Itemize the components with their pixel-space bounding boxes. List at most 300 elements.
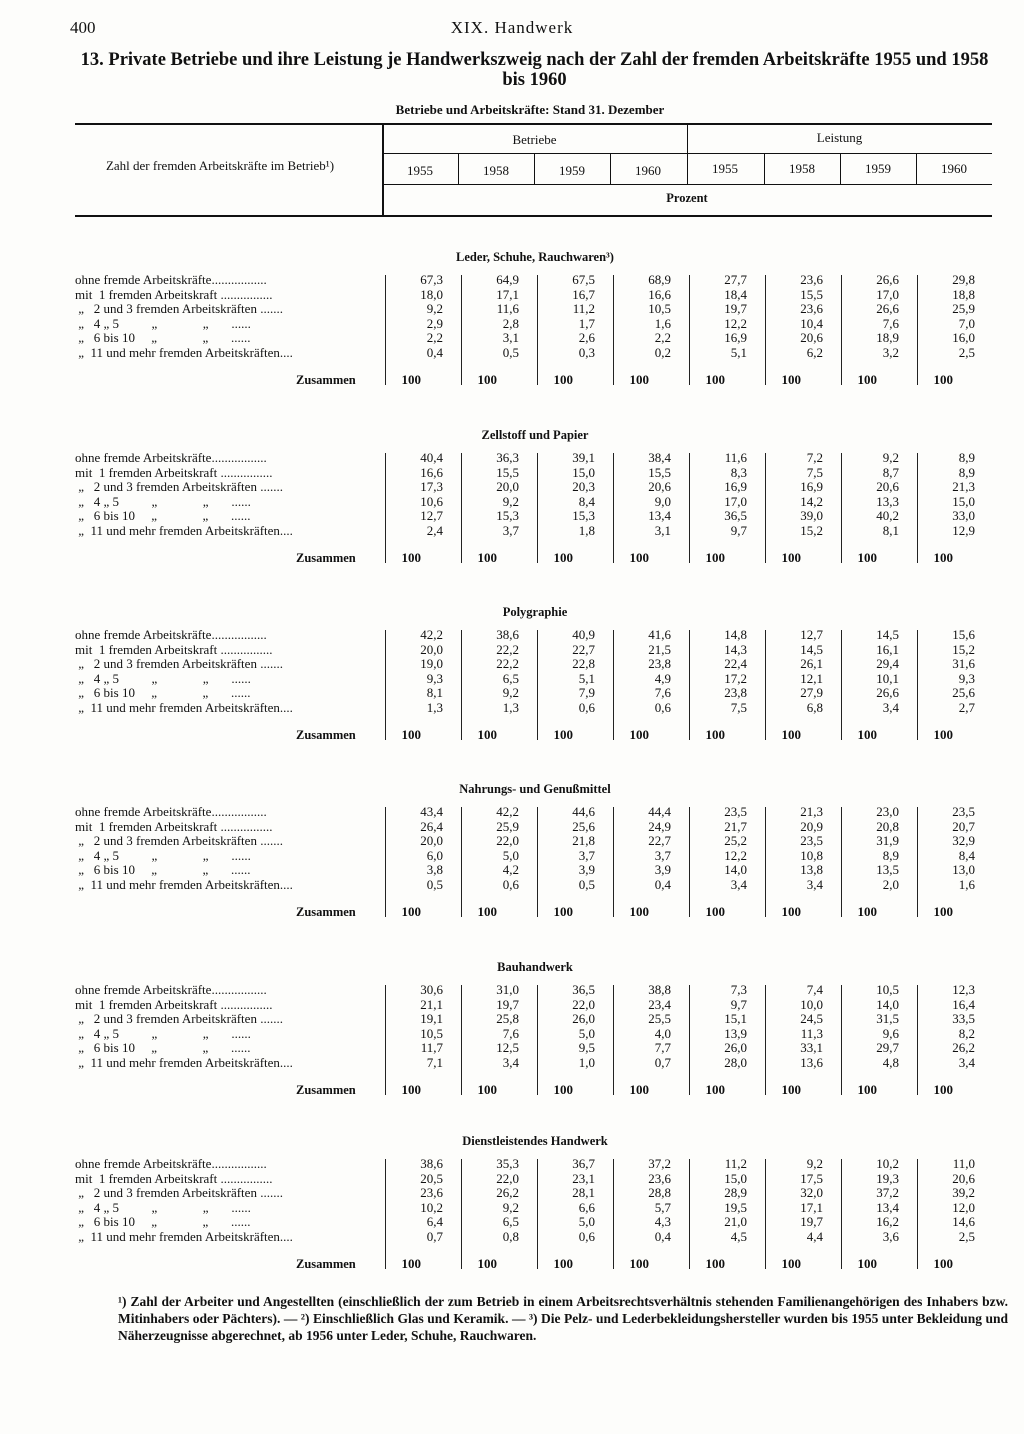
row-label: ohne fremde Arbeitskräfte................. xyxy=(75,804,267,819)
column-rule xyxy=(385,807,386,917)
table-cell: 3,4 xyxy=(806,876,823,892)
table-cell: 13,4 xyxy=(876,1199,899,1215)
table-cell: 23,8 xyxy=(724,685,747,700)
table-cell: 16,0 xyxy=(952,330,975,345)
table-cell: 10,1 xyxy=(876,670,899,686)
table-cell: 36,5 xyxy=(724,508,747,523)
table-cell: 1,8 xyxy=(578,522,595,538)
total-cell: 100 xyxy=(857,1256,877,1271)
group-header-betriebe: Betriebe xyxy=(512,132,557,147)
table-cell: 1,6 xyxy=(654,315,671,331)
total-label: Zusammen xyxy=(296,551,356,565)
table-cell: 3,7 xyxy=(578,847,595,863)
table-cell: 3,4 xyxy=(882,699,899,715)
row-label: „ 4 „ 5 „ „ ...... xyxy=(75,670,251,686)
table-cell: 0,6 xyxy=(578,1228,595,1244)
unit-header: Prozent xyxy=(666,191,708,205)
column-rule xyxy=(461,453,462,563)
table-cell: 16,6 xyxy=(648,286,671,302)
year-header: 1958 xyxy=(483,163,509,178)
column-rule xyxy=(765,630,766,740)
table-cell: 20,6 xyxy=(648,479,671,494)
table-cell: 8,4 xyxy=(958,847,975,863)
table-cell: 6,5 xyxy=(502,1214,519,1229)
table-cell: 14,3 xyxy=(724,641,747,657)
column-rule xyxy=(841,453,842,563)
total-row xyxy=(0,1257,1024,1271)
total-row xyxy=(0,1083,1024,1097)
column-rule xyxy=(385,1159,386,1269)
total-cell: 100 xyxy=(933,372,953,387)
total-cell: 100 xyxy=(933,727,953,742)
row-label: „ 6 bis 10 „ „ ...... xyxy=(75,330,251,345)
table-cell: 12,9 xyxy=(952,522,975,538)
table-row xyxy=(0,643,1024,657)
table-cell: 6,4 xyxy=(426,1214,443,1229)
table-cell: 14,8 xyxy=(724,627,747,642)
row-label: ohne fremde Arbeitskräfte................. xyxy=(75,1156,267,1171)
chapter-heading: XIX. Handwerk xyxy=(450,18,574,37)
table-cell: 9,7 xyxy=(730,522,747,538)
table-cell: 7,6 xyxy=(882,315,899,331)
table-cell: 4,0 xyxy=(654,1025,671,1041)
table-cell: 6,8 xyxy=(806,699,823,715)
table-cell: 26,6 xyxy=(876,301,899,316)
table-cell: 1,3 xyxy=(426,699,443,715)
table-cell: 19,1 xyxy=(420,1011,443,1026)
table-cell: 3,4 xyxy=(958,1054,975,1070)
table-cell: 12,2 xyxy=(724,315,747,331)
table-cell: 20,6 xyxy=(952,1170,975,1186)
row-label: mit 1 fremden Arbeitskraft ................ xyxy=(75,996,273,1012)
table-cell: 19,0 xyxy=(420,656,443,671)
table-cell: 26,2 xyxy=(952,1040,975,1055)
table-cell: 21,7 xyxy=(724,818,747,834)
table-cell: 19,7 xyxy=(724,301,747,316)
table-cell: 26,6 xyxy=(876,685,899,700)
table-cell: 33,5 xyxy=(952,1011,975,1026)
table-cell: 24,9 xyxy=(648,818,671,834)
table-cell: 11,6 xyxy=(724,450,747,465)
section-title: Bauhandwerk xyxy=(497,960,573,974)
table-cell: 8,2 xyxy=(958,1025,975,1041)
table-cell: 17,0 xyxy=(876,286,899,302)
table-cell: 2,2 xyxy=(426,330,443,345)
table-cell: 10,8 xyxy=(800,847,823,863)
table-row xyxy=(0,657,1024,671)
column-rule xyxy=(917,453,918,563)
column-rule xyxy=(461,985,462,1095)
table-cell: 9,6 xyxy=(882,1025,899,1041)
table-row xyxy=(0,998,1024,1012)
table-cell: 33,1 xyxy=(800,1040,823,1055)
table-cell: 27,7 xyxy=(724,272,747,287)
table-header xyxy=(75,123,992,215)
table-cell: 31,9 xyxy=(876,833,899,848)
table-cell: 23,6 xyxy=(648,1170,671,1186)
table-row xyxy=(0,849,1024,863)
table-cell: 5,0 xyxy=(578,1214,595,1229)
table-cell: 43,4 xyxy=(420,804,443,819)
table-cell: 35,3 xyxy=(496,1156,519,1171)
table-cell: 19,3 xyxy=(876,1170,899,1186)
table-cell: 12,7 xyxy=(800,627,823,642)
table-row xyxy=(0,346,1024,360)
column-rule xyxy=(917,630,918,740)
table-cell: 3,6 xyxy=(882,1228,899,1244)
table-cell: 0,4 xyxy=(654,1228,671,1244)
table-cell: 22,0 xyxy=(496,1170,519,1186)
row-label: „ 6 bis 10 „ „ ...... xyxy=(75,685,251,700)
table-cell: 17,5 xyxy=(800,1170,823,1186)
header-bottom-rule xyxy=(75,215,992,217)
table-cell: 32,0 xyxy=(800,1185,823,1200)
row-label: „ 2 und 3 fremden Arbeitskräften ....... xyxy=(75,833,283,848)
table-cell: 13,8 xyxy=(800,862,823,877)
total-cell: 100 xyxy=(477,1082,497,1097)
column-rule xyxy=(841,1159,842,1269)
table-cell: 3,8 xyxy=(426,862,443,877)
total-cell: 100 xyxy=(933,1082,953,1097)
table-cell: 25,9 xyxy=(496,818,519,834)
table-cell: 7,5 xyxy=(730,699,747,715)
table-cell: 0,5 xyxy=(426,876,443,892)
section-title: Dienstleistendes Handwerk xyxy=(462,1134,608,1148)
total-cell: 100 xyxy=(629,904,649,919)
table-cell: 19,7 xyxy=(496,996,519,1012)
total-cell: 100 xyxy=(553,372,573,387)
table-cell: 11,2 xyxy=(724,1156,747,1171)
table-cell: 13,9 xyxy=(724,1025,747,1041)
column-rule xyxy=(841,807,842,917)
table-cell: 18,9 xyxy=(876,330,899,345)
table-cell: 67,3 xyxy=(420,272,443,287)
table-row xyxy=(0,480,1024,494)
table-cell: 31,6 xyxy=(952,656,975,671)
row-label: „ 11 und mehr fremden Arbeitskräften.... xyxy=(75,522,293,538)
column-rule xyxy=(689,275,690,385)
table-cell: 32,9 xyxy=(952,833,975,848)
table-cell: 26,2 xyxy=(496,1185,519,1200)
table-cell: 23,6 xyxy=(420,1185,443,1200)
table-cell: 12,0 xyxy=(952,1199,975,1215)
table-cell: 23,8 xyxy=(648,656,671,671)
total-cell: 100 xyxy=(705,1082,725,1097)
column-rule xyxy=(689,453,690,563)
table-cell: 12,7 xyxy=(420,508,443,523)
table-cell: 13,3 xyxy=(876,493,899,509)
table-cell: 20,0 xyxy=(420,833,443,848)
table-cell: 15,0 xyxy=(572,464,595,480)
total-cell: 100 xyxy=(401,1082,421,1097)
table-cell: 38,4 xyxy=(648,450,671,465)
section-title: Nahrungs- und Genußmittel xyxy=(459,782,611,796)
group-header-leistung: Leistung xyxy=(816,130,863,145)
table-cell: 23,6 xyxy=(800,301,823,316)
table-cell: 44,6 xyxy=(572,804,595,819)
table-cell: 67,5 xyxy=(572,272,595,287)
column-rule xyxy=(613,453,614,563)
table-cell: 20,0 xyxy=(496,479,519,494)
table-cell: 5,0 xyxy=(502,847,519,863)
table-cell: 9,2 xyxy=(806,1156,823,1171)
table-row xyxy=(0,1230,1024,1244)
total-cell: 100 xyxy=(477,727,497,742)
column-rule xyxy=(385,985,386,1095)
total-cell: 100 xyxy=(857,550,877,565)
total-cell: 100 xyxy=(781,727,801,742)
total-cell: 100 xyxy=(477,372,497,387)
table-cell: 22,8 xyxy=(572,656,595,671)
table-row xyxy=(0,509,1024,523)
year-header: 1955 xyxy=(712,161,738,176)
table-cell: 25,2 xyxy=(724,833,747,848)
table-cell: 27,9 xyxy=(800,685,823,700)
table-cell: 9,5 xyxy=(578,1040,595,1055)
table-cell: 44,4 xyxy=(648,804,671,819)
table-cell: 14,6 xyxy=(952,1214,975,1229)
table-cell: 2,5 xyxy=(958,344,975,360)
column-rule xyxy=(765,453,766,563)
row-label: „ 4 „ 5 „ „ ...... xyxy=(75,493,251,509)
table-cell: 42,2 xyxy=(420,627,443,642)
table-cell: 22,0 xyxy=(572,996,595,1012)
row-label: „ 4 „ 5 „ „ ...... xyxy=(75,847,251,863)
table-cell: 38,8 xyxy=(648,982,671,997)
total-cell: 100 xyxy=(401,372,421,387)
table-cell: 7,3 xyxy=(730,982,747,997)
table-cell: 7,0 xyxy=(958,315,975,331)
table-cell: 13,6 xyxy=(800,1054,823,1070)
column-rule xyxy=(613,630,614,740)
total-cell: 100 xyxy=(857,372,877,387)
total-label: Zusammen xyxy=(296,1083,356,1097)
table-cell: 30,6 xyxy=(420,982,443,997)
table-cell: 15,0 xyxy=(952,493,975,509)
total-cell: 100 xyxy=(477,550,497,565)
total-cell: 100 xyxy=(933,1256,953,1271)
table-cell: 3,7 xyxy=(654,847,671,863)
table-cell: 3,9 xyxy=(654,862,671,877)
total-cell: 100 xyxy=(705,1256,725,1271)
table-cell: 21,5 xyxy=(648,641,671,657)
table-cell: 4,2 xyxy=(502,862,519,877)
table-cell: 9,2 xyxy=(502,493,519,509)
total-cell: 100 xyxy=(629,1256,649,1271)
table-cell: 5,1 xyxy=(730,344,747,360)
table-cell: 2,9 xyxy=(426,315,443,331)
table-cell: 8,9 xyxy=(958,450,975,465)
table-cell: 23,5 xyxy=(952,804,975,819)
total-cell: 100 xyxy=(553,550,573,565)
table-cell: 15,2 xyxy=(952,641,975,657)
total-cell: 100 xyxy=(781,1082,801,1097)
table-cell: 0,7 xyxy=(654,1054,671,1070)
column-rule xyxy=(917,1159,918,1269)
table-cell: 8,9 xyxy=(882,847,899,863)
table-cell: 26,0 xyxy=(572,1011,595,1026)
column-rule xyxy=(537,630,538,740)
column-rule xyxy=(613,985,614,1095)
table-cell: 11,6 xyxy=(496,301,519,316)
total-cell: 100 xyxy=(629,727,649,742)
year-header: 1955 xyxy=(407,163,433,178)
table-cell: 36,5 xyxy=(572,982,595,997)
table-cell: 28,8 xyxy=(648,1185,671,1200)
table-row xyxy=(0,983,1024,997)
column-rule xyxy=(537,275,538,385)
column-rule xyxy=(917,985,918,1095)
table-cell: 0,4 xyxy=(426,344,443,360)
total-row xyxy=(0,905,1024,919)
table-cell: 20,0 xyxy=(420,641,443,657)
column-rule xyxy=(765,807,766,917)
table-row xyxy=(0,1186,1024,1200)
row-label: „ 2 und 3 fremden Arbeitskräften ....... xyxy=(75,1185,283,1200)
table-cell: 12,1 xyxy=(800,670,823,686)
table-subtitle: Betriebe und Arbeitskräfte: Stand 31. Dezember xyxy=(395,102,665,117)
table-cell: 23,6 xyxy=(800,272,823,287)
total-cell: 100 xyxy=(401,550,421,565)
table-cell: 16,1 xyxy=(876,641,899,657)
table-cell: 22,4 xyxy=(724,656,747,671)
table-cell: 11,7 xyxy=(420,1040,443,1055)
header-top-rule xyxy=(75,123,992,125)
row-label: ohne fremde Arbeitskräfte................. xyxy=(75,627,267,642)
table-cell: 39,2 xyxy=(952,1185,975,1200)
table-cell: 10,5 xyxy=(420,1025,443,1041)
table-cell: 9,2 xyxy=(882,450,899,465)
table-row xyxy=(0,331,1024,345)
table-cell: 10,6 xyxy=(420,493,443,509)
table-cell: 0,7 xyxy=(426,1228,443,1244)
total-cell: 100 xyxy=(401,904,421,919)
table-cell: 29,4 xyxy=(876,656,899,671)
table-cell: 25,6 xyxy=(572,818,595,834)
table-cell: 23,0 xyxy=(876,804,899,819)
table-cell: 15,3 xyxy=(496,508,519,523)
column-rule xyxy=(689,630,690,740)
column-rule xyxy=(461,807,462,917)
column-rule xyxy=(841,275,842,385)
table-title: 13. Private Betriebe und ihre Leistung je Handwerkszweig nach der Zahl der fremden Arbeitskräfte 1955 und 1958 bis 1960 xyxy=(80,50,989,90)
table-cell: 20,7 xyxy=(952,818,975,834)
table-cell: 22,7 xyxy=(572,641,595,657)
table-cell: 3,2 xyxy=(882,344,899,360)
row-label: „ 6 bis 10 „ „ ...... xyxy=(75,1214,251,1229)
column-rule xyxy=(689,807,690,917)
table-cell: 2,4 xyxy=(426,522,443,538)
table-cell: 36,3 xyxy=(496,450,519,465)
table-cell: 13,0 xyxy=(952,862,975,877)
table-cell: 13,4 xyxy=(648,508,671,523)
table-row xyxy=(0,1172,1024,1186)
table-cell: 18,0 xyxy=(420,286,443,302)
column-rule xyxy=(385,275,386,385)
total-label: Zusammen xyxy=(296,905,356,919)
total-cell: 100 xyxy=(705,372,725,387)
column-rule xyxy=(917,275,918,385)
table-cell: 1,3 xyxy=(502,699,519,715)
table-cell: 9,2 xyxy=(502,1199,519,1215)
table-cell: 39,1 xyxy=(572,450,595,465)
table-row xyxy=(0,317,1024,331)
table-cell: 2,5 xyxy=(958,1228,975,1244)
row-label: mit 1 fremden Arbeitskraft ................ xyxy=(75,464,273,480)
table-row xyxy=(0,863,1024,877)
column-rule xyxy=(917,807,918,917)
table-cell: 16,6 xyxy=(420,464,443,480)
row-label: ohne fremde Arbeitskräfte................. xyxy=(75,982,267,997)
table-cell: 25,8 xyxy=(496,1011,519,1026)
total-cell: 100 xyxy=(857,1082,877,1097)
total-cell: 100 xyxy=(857,727,877,742)
table-cell: 23,1 xyxy=(572,1170,595,1186)
table-cell: 7,2 xyxy=(806,450,823,465)
table-cell: 22,2 xyxy=(496,656,519,671)
table-cell: 20,6 xyxy=(876,479,899,494)
table-cell: 28,0 xyxy=(724,1054,747,1070)
total-cell: 100 xyxy=(629,372,649,387)
table-row xyxy=(0,805,1024,819)
row-label: „ 2 und 3 fremden Arbeitskräften ....... xyxy=(75,1011,283,1026)
table-cell: 4,8 xyxy=(882,1054,899,1070)
table-cell: 22,7 xyxy=(648,833,671,848)
table-row xyxy=(0,288,1024,302)
table-row xyxy=(0,834,1024,848)
years-rule xyxy=(382,184,992,185)
table-row xyxy=(0,1056,1024,1070)
table-cell: 14,0 xyxy=(724,862,747,877)
table-cell: 11,0 xyxy=(952,1156,975,1171)
table-cell: 15,0 xyxy=(724,1170,747,1186)
column-rule xyxy=(841,985,842,1095)
row-label: „ 11 und mehr fremden Arbeitskräften.... xyxy=(75,699,293,715)
column-rule xyxy=(537,453,538,563)
year-header: 1959 xyxy=(865,161,891,176)
row-label: „ 4 „ 5 „ „ ...... xyxy=(75,1199,251,1215)
row-label: „ 2 und 3 fremden Arbeitskräften ....... xyxy=(75,656,283,671)
table-row xyxy=(0,1201,1024,1215)
table-row xyxy=(0,495,1024,509)
total-cell: 100 xyxy=(553,904,573,919)
table-cell: 7,7 xyxy=(654,1040,671,1055)
table-cell: 38,6 xyxy=(496,627,519,642)
page-number: 400 xyxy=(70,18,96,37)
table-cell: 20,3 xyxy=(572,479,595,494)
column-rule xyxy=(689,1159,690,1269)
table-cell: 3,4 xyxy=(502,1054,519,1070)
table-cell: 20,8 xyxy=(876,818,899,834)
table-cell: 10,5 xyxy=(876,982,899,997)
table-cell: 5,1 xyxy=(578,670,595,686)
table-cell: 10,5 xyxy=(648,301,671,316)
table-cell: 10,4 xyxy=(800,315,823,331)
total-row xyxy=(0,551,1024,565)
column-rule xyxy=(689,985,690,1095)
table-cell: 10,2 xyxy=(876,1156,899,1171)
table-cell: 9,3 xyxy=(958,670,975,686)
table-cell: 23,5 xyxy=(724,804,747,819)
table-cell: 7,6 xyxy=(502,1025,519,1041)
row-label: „ 6 bis 10 „ „ ...... xyxy=(75,1040,251,1055)
row-label: mit 1 fremden Arbeitskraft ................ xyxy=(75,286,273,302)
table-cell: 24,5 xyxy=(800,1011,823,1026)
table-cell: 26,1 xyxy=(800,656,823,671)
row-label: „ 2 und 3 fremden Arbeitskräften ....... xyxy=(75,479,283,494)
table-row xyxy=(0,1215,1024,1229)
table-cell: 29,7 xyxy=(876,1040,899,1055)
